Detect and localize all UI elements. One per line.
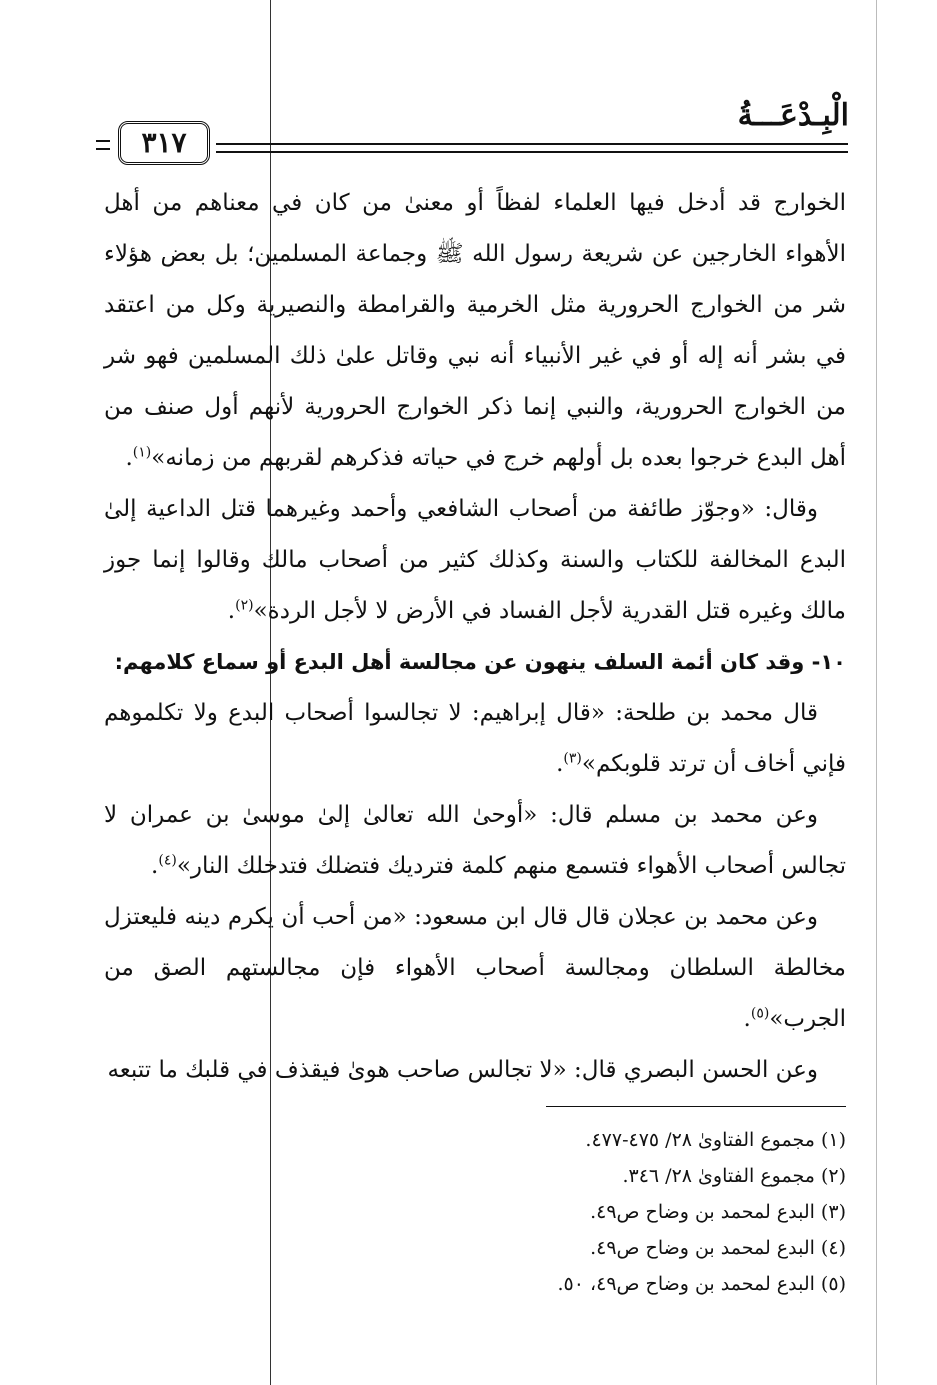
paragraph-5-end: . — [743, 1006, 751, 1032]
footnote-ref-1: (١) — [132, 444, 152, 461]
paragraph-1-text: الخوارج قد أدخل فيها العلماء لفظاً أو معنىٰ من كان في معناهم من أهل الأهواء الخارجين عن شريعة رسول الله ﷺ وجماعة المسلمين؛ بل بعض هؤلاء شر من الخوارج الحرورية مثل الخرمية والقرامطة والنصيرية وكل من اعتقد في بشر أنه إله أو في غير الأنبياء أنه نبي وقاتل علىٰ ذلك المسلمين فهو شر من الخوارج الحرورية، والنبي إنما ذكر الخوارج الحرورية لأنهم أول صنف من أهل البدع خرجوا بعده بل أولهم خرج في حياته فذكرهم لقربهم من زمانه» — [104, 190, 846, 471]
paragraph-3-text: قال محمد بن طلحة: «قال إبراهيم: لا تجالسوا أصحاب البدع ولا تكلموهم فإني أخاف أن ترتد قلوبكم» — [104, 700, 846, 777]
footnote-2: (٢) مجموع الفتاوىٰ ٢٨/ ٣٤٦. — [622, 1165, 846, 1187]
running-header-title: الْبِـدْعَـــةُ — [737, 98, 849, 133]
paragraph-5 — [104, 892, 846, 1045]
scan-edge-line — [876, 0, 877, 1385]
footnote-1: (١) مجموع الفتاوىٰ ٢٨/ ٤٧٥-٤٧٧. — [585, 1129, 846, 1151]
paragraph-2-text: وقال: «وجوّز طائفة من أصحاب الشافعي وأحمد وغيرهما قتل الداعية إلىٰ البدع المخالفة للكتاب والسنة وكذلك كثير من أصحاب مالك وقالوا إنما جوز مالك وغيره قتل القدرية لأجل الفساد في الأرض لا لأجل الردة» — [104, 496, 846, 624]
footnote-ref-4: (٤) — [158, 852, 177, 869]
paragraph-2 — [104, 484, 846, 637]
paragraph-1 — [104, 178, 846, 484]
paragraph-6: وعن الحسن البصري قال: «لا تجالس صاحب هوىٰ فيقذف في قلبك ما تتبعه — [107, 1057, 818, 1083]
page-number: ٣١٧ — [141, 126, 187, 159]
footnote-ref-3: (٣) — [563, 750, 582, 767]
header-rule — [216, 143, 848, 153]
page-number-mark — [96, 140, 110, 150]
body-text — [104, 178, 846, 1096]
paragraph-4-end: . — [151, 853, 159, 879]
paragraph-4-text: وعن محمد بن مسلم قال: «أوحىٰ الله تعالىٰ إلىٰ موسىٰ بن عمران لا تجالس أصحاب الأهواء فتسمع منهم كلمة فترديك فتضلك فتدخلك النار» — [104, 802, 846, 879]
page-number-box — [118, 121, 210, 165]
paragraph-5-text: وعن محمد بن عجلان قال قال ابن مسعود: «من أحب أن يكرم دينه فليعتزل مخالطة السلطان ومجالسة أصحاب الأهواء فإن مجالستهم الصق من الجرب» — [104, 904, 846, 1032]
paragraph-2-end: . — [227, 598, 236, 624]
footnote-5: (٥) البدع لمحمد بن وضاح ص٤٩، ٥٠. — [557, 1273, 846, 1295]
footnotes — [380, 1122, 846, 1302]
paragraph-3-end: . — [556, 751, 564, 777]
section-heading: ١٠- وقد كان أئمة السلف ينهون عن مجالسة أهل البدع أو سماع كلامهم: — [114, 650, 846, 674]
paragraph-3 — [104, 688, 846, 790]
footnote-4: (٤) البدع لمحمد بن وضاح ص٤٩. — [590, 1237, 846, 1259]
paragraph-4 — [104, 790, 846, 892]
footnote-ref-5: (٥) — [750, 1005, 770, 1022]
footnote-rule — [546, 1106, 846, 1107]
paragraph-1-end: . — [125, 445, 133, 471]
footnote-3: (٣) البدع لمحمد بن وضاح ص٤٩. — [590, 1201, 846, 1223]
footnote-ref-2: (٢) — [235, 597, 254, 614]
